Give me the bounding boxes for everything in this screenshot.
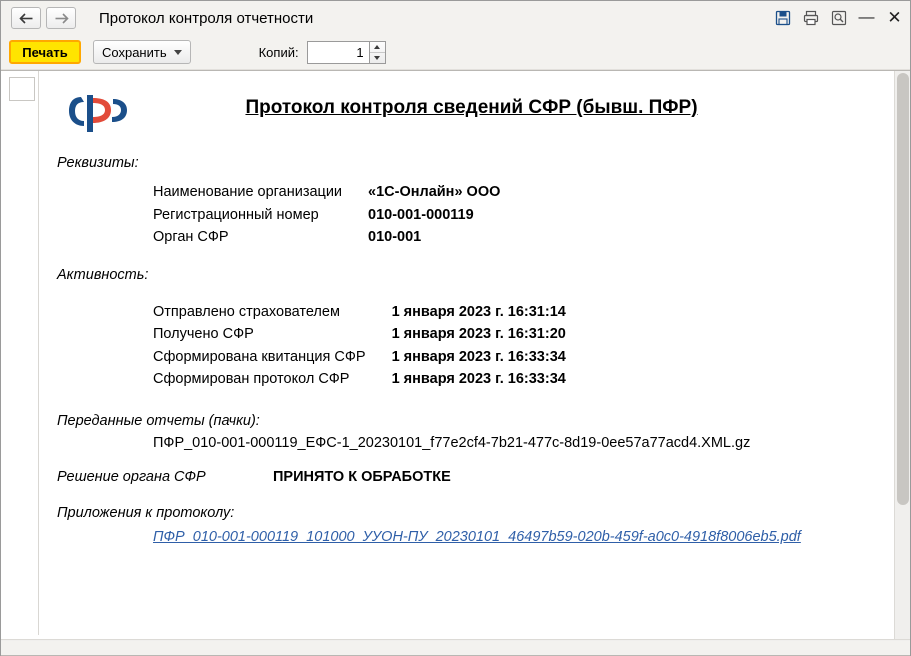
vertical-scrollbar[interactable] xyxy=(894,71,910,655)
save-button[interactable] xyxy=(93,40,191,64)
activity-key: Сформирован протокол СФР xyxy=(153,371,350,388)
document-page xyxy=(1,71,890,635)
save-button-label: Сохранить xyxy=(102,44,167,60)
vertical-scroll-thumb[interactable] xyxy=(897,73,909,505)
report-package-item: ПФР_010-001-000119_ЕФС-1_20230101_f77e2cf4-7b21-477c-8d19-0ee57a77acd4.XML.gz xyxy=(153,435,751,452)
copies-spin-buttons[interactable] xyxy=(369,41,386,64)
activity-value: 1 января 2023 г. 16:33:34 xyxy=(391,348,566,365)
copies-stepper[interactable] xyxy=(307,41,386,64)
back-button[interactable] xyxy=(11,7,41,29)
activity-key: Получено СФР xyxy=(153,326,254,343)
document-header xyxy=(57,85,856,141)
activity-value: 1 января 2023 г. 16:33:34 xyxy=(391,371,566,388)
requisites-table xyxy=(153,181,500,249)
print-button[interactable]: Печать xyxy=(9,40,81,64)
close-icon[interactable]: ✕ xyxy=(887,8,902,27)
document-content xyxy=(39,71,874,635)
table-row xyxy=(153,226,500,249)
activity-value: 1 января 2023 г. 16:31:14 xyxy=(391,303,566,320)
activity-key: Отправлено страхователем xyxy=(153,303,340,320)
magnifier-icon[interactable] xyxy=(829,9,848,28)
reports-heading: Переданные отчеты (пачки): xyxy=(57,413,260,430)
requisites-value: 010-001-000119 xyxy=(368,206,474,223)
page-corner-box xyxy=(9,77,35,101)
floppy-disk-icon[interactable] xyxy=(773,9,792,28)
requisites-key: Орган СФР xyxy=(153,229,229,246)
requisites-value: 010-001 xyxy=(368,229,422,246)
chevron-down-icon[interactable] xyxy=(174,50,182,55)
title-bar xyxy=(1,1,910,35)
decision-row xyxy=(57,469,856,485)
attachment-link[interactable]: ПФР_010-001-000119_101000_УУОН-ПУ_20230101_46497b59-020b-459f-a0c0-4918f8006eb5.pdf xyxy=(153,529,801,546)
table-row xyxy=(153,346,566,369)
table-row xyxy=(153,181,500,204)
stepper-down-icon[interactable] xyxy=(370,53,385,63)
printer-icon[interactable] xyxy=(801,9,820,28)
stepper-up-icon[interactable] xyxy=(370,42,385,53)
activity-value: 1 января 2023 г. 16:31:20 xyxy=(391,326,566,343)
table-row xyxy=(153,368,566,391)
toolbar xyxy=(1,35,910,70)
decision-label: Решение органа СФР xyxy=(57,469,206,486)
requisites-heading: Реквизиты: xyxy=(57,155,139,171)
requisites-key: Регистрационный номер xyxy=(153,206,319,223)
status-bar xyxy=(1,641,910,655)
decision-value: ПРИНЯТО К ОБРАБОТКЕ xyxy=(273,469,451,486)
document-preview-area[interactable] xyxy=(1,70,910,656)
activity-key: Сформирована квитанция СФР xyxy=(153,348,366,365)
requisites-key: Наименование организации xyxy=(153,184,343,200)
minimize-icon[interactable]: — xyxy=(858,9,875,26)
table-row xyxy=(153,301,566,324)
page-margin-column xyxy=(1,71,39,635)
activity-table xyxy=(153,301,566,391)
copies-input[interactable] xyxy=(307,41,369,64)
activity-heading: Активность: xyxy=(57,266,149,283)
table-row xyxy=(153,204,500,227)
window-controls xyxy=(773,1,904,35)
requisites-value: «1С-Онлайн» ООО xyxy=(368,184,501,200)
forward-button[interactable] xyxy=(46,7,76,29)
window-title: Протокол контроля отчетности xyxy=(99,9,314,27)
copies-label: Копий: xyxy=(258,44,299,60)
page-title: Протокол контроля сведений СФР (бывш. ПФР) xyxy=(245,97,698,118)
attachments-heading: Приложения к протоколу: xyxy=(57,505,235,522)
table-row xyxy=(153,323,566,346)
